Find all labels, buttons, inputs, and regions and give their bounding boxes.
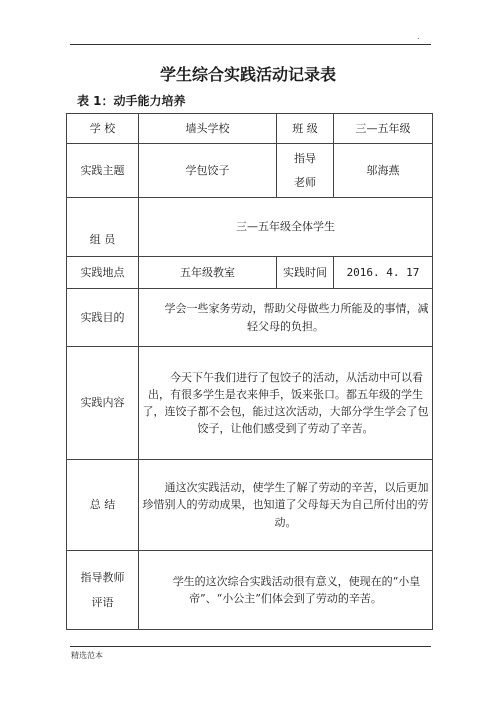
record-table bbox=[66, 113, 433, 630]
time-label: 实践时间 bbox=[277, 257, 334, 289]
table-caption: 表 1：动手能力培养 bbox=[77, 94, 186, 108]
time-value: 2016. 4. 17 bbox=[334, 257, 433, 289]
teacher-value: 邬海燕 bbox=[334, 144, 433, 198]
place-label: 实践地点 bbox=[67, 257, 139, 289]
school-value: 墙头学校 bbox=[139, 114, 277, 144]
members-label: 组 员 bbox=[67, 198, 139, 257]
comment-label-line1: 指导教师 bbox=[80, 570, 125, 584]
row-school bbox=[67, 114, 433, 144]
row-theme bbox=[67, 144, 433, 198]
theme-label: 实践主题 bbox=[67, 144, 139, 198]
place-value: 五年级教室 bbox=[139, 257, 277, 289]
page-title: 学生综合实践活动记录表 bbox=[159, 65, 336, 84]
summary-label: 总 结 bbox=[67, 460, 139, 551]
row-content bbox=[67, 347, 433, 460]
row-members bbox=[67, 198, 433, 257]
content-value: 今天下午我们进行了包饺子的活动，从活动中可以看出，有很多学生是衣来伸手，饭来张口。都五年级的学生了，连饺子都不会包，能过这次活动，大部分学生学会了包饺子，让他们感受到了劳动了辛苦。 bbox=[139, 347, 433, 460]
summary-value: 通这次实践活动，使学生了解了劳动的辛苦，以后更加珍惜别人的劳动成果，也知道了父母每天为自己所付出的劳动。 bbox=[139, 460, 433, 551]
row-place bbox=[67, 257, 433, 289]
comment-label-line2: 评语 bbox=[91, 596, 114, 609]
members-value: 三—五年级全体学生 bbox=[139, 198, 433, 257]
class-value: 三—五年级 bbox=[334, 114, 433, 144]
footer-text: 精选范本 bbox=[71, 651, 103, 660]
school-label: 学 校 bbox=[67, 114, 139, 144]
header-mark: . bbox=[417, 32, 420, 41]
purpose-value: 学会一些家务劳动，帮助父母做些力所能及的事情，减轻父母的负担。 bbox=[139, 289, 433, 347]
header-rule bbox=[70, 44, 431, 45]
comment-value: 学生的这次综合实践活动很有意义，使现在的“小皇帝”、“小公主”们体会到了劳动的辛苦。 bbox=[139, 551, 433, 630]
teacher-label-line1: 指导 bbox=[294, 152, 316, 166]
purpose-label: 实践目的 bbox=[67, 289, 139, 347]
footer-rule bbox=[70, 646, 431, 647]
row-purpose bbox=[67, 289, 433, 347]
content-label: 实践内容 bbox=[67, 347, 139, 460]
row-comment bbox=[67, 551, 433, 630]
teacher-label bbox=[277, 144, 334, 198]
class-label: 班 级 bbox=[277, 114, 334, 144]
teacher-label-line2: 老师 bbox=[294, 175, 316, 189]
comment-label bbox=[67, 551, 139, 630]
row-summary bbox=[67, 460, 433, 551]
theme-value: 学包饺子 bbox=[139, 144, 277, 198]
